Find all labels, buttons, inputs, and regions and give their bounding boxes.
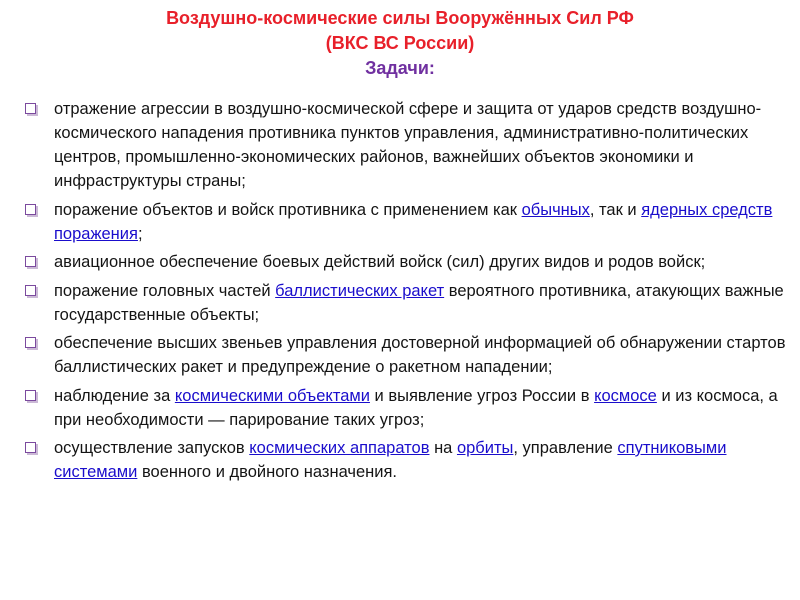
list-item: поражение головных частей баллистических ракет вероятного противника, атакующих важные государственные объекты; <box>22 279 790 327</box>
square-bullet-icon <box>25 390 36 401</box>
square-bullet-icon <box>25 256 36 267</box>
list-item: отражение агрессии в воздушно-космической сфере и защита от ударов средств воздушно-космического нападения противника пунктов управления, административно-политических центров, промышленно-экономических районов, важнейших объектов экономики и инфраструктуры страны; <box>22 97 790 193</box>
title-line-1: Воздушно-космические силы Вооружённых Сил РФ <box>166 8 634 28</box>
task-list <box>22 97 790 489</box>
section-subtitle: Задачи: <box>365 58 435 78</box>
title-line-2: (ВКС ВС России) <box>325 33 475 53</box>
square-bullet-icon <box>25 285 36 296</box>
list-item: осуществление запусков космических аппаратов на орбиты, управление спутниковыми системами военного и двойного назначения. <box>22 436 790 484</box>
list-item: поражение объектов и войск противника с применением как обычных, так и ядерных средств поражения; <box>22 198 790 246</box>
link-orbits[interactable]: орбиты <box>456 439 514 457</box>
link-nuclear-weapons[interactable]: ядерных средств поражения <box>54 200 773 243</box>
square-bullet-icon <box>25 103 36 114</box>
square-bullet-icon <box>25 204 36 215</box>
list-item: обеспечение высших звеньев управления достоверной информацией об обнаружении стартов баллистических ракет и предупреждение о ракетном нападении; <box>22 331 790 379</box>
list-item: авиационное обеспечение боевых действий войск (сил) других видов и родов войск; <box>22 250 790 274</box>
square-bullet-icon <box>25 337 36 348</box>
link-satellite-systems[interactable]: спутниковыми системами <box>54 439 727 481</box>
link-space[interactable]: космосе <box>594 386 657 405</box>
page-title <box>0 6 800 56</box>
link-spacecraft[interactable]: космических аппаратов <box>249 439 430 457</box>
list-item: наблюдение за космическими объектами и выявление угроз России в космосе и из космоса, а при необходимости — парирование таких угроз; <box>22 384 790 432</box>
link-ballistic-missiles[interactable]: баллистических ракет <box>275 281 445 300</box>
link-conventional-weapons[interactable]: обычных <box>521 200 590 219</box>
link-space-objects[interactable]: космическими объектами <box>174 386 370 405</box>
square-bullet-icon <box>25 442 36 453</box>
